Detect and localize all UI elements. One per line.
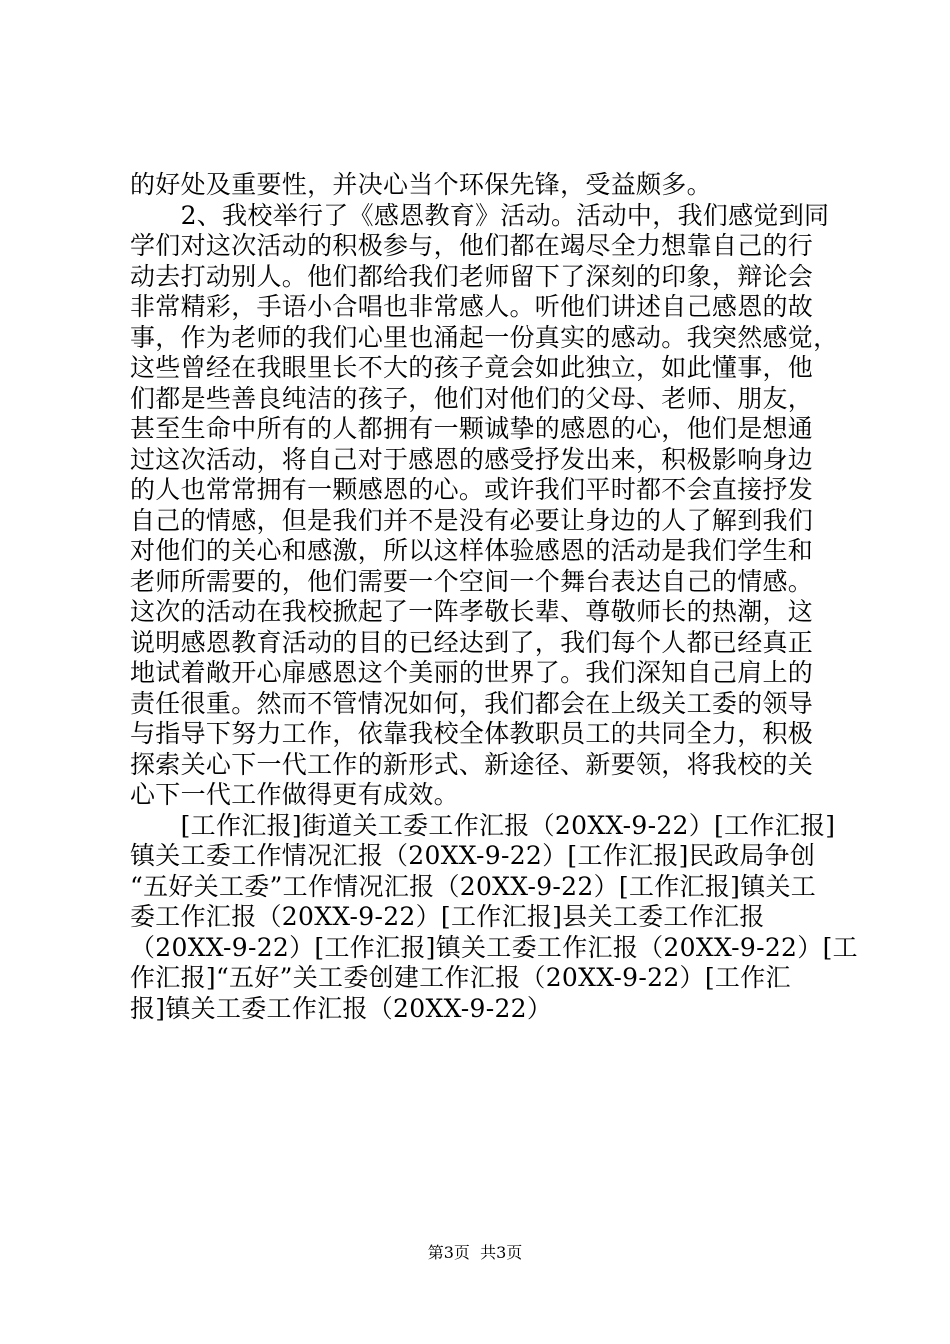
text-line: 对他们的关心和感激，所以这样体验感恩的活动是我们学生和 — [130, 536, 814, 565]
text-line: 们都是些善良纯洁的孩子，他们对他们的父母、老师、朋友， — [130, 383, 814, 413]
text-line: 动去打动别人。他们都给我们老师留下了深刻的印象，辩论会 — [130, 261, 814, 291]
text-line: 这些曾经在我眼里长不大的孩子竟会如此独立，如此懂事，他 — [130, 353, 814, 382]
text-line: 说明感恩教育活动的目的已经达到了，我们每个人都已经真正 — [130, 627, 814, 657]
text-line: 报]镇关工委工作汇报（20XX-9-22） — [130, 993, 553, 1023]
text-line: 事，作为老师的我们心里也涌起一份真实的感动。我突然感觉， — [130, 322, 839, 352]
text-line: 非常精彩，手语小合唱也非常感人。听他们讲述自己感恩的故 — [130, 292, 814, 321]
text-line: （20XX-9-22）[工作汇报]镇关工委工作汇报（20XX-9-22）[工 — [130, 932, 858, 962]
text-line: 过这次活动，将自己对于感恩的感受抒发出来，积极影响身边 — [130, 444, 814, 474]
text-line: 委工作汇报（20XX-9-22）[工作汇报]县关工委工作汇报 — [130, 902, 765, 931]
text-line: 心下一代工作做得更有成效。 — [130, 780, 459, 809]
text-line: “五好关工委”工作情况汇报（20XX-9-22）[工作汇报]镇关工 — [130, 871, 817, 901]
text-line: 2、我校举行了《感恩教育》活动。活动中，我们感觉到同 — [130, 200, 830, 230]
text-line: 探索关心下一代工作的新形式、新途径、新要领，将我校的关 — [130, 749, 814, 779]
text-line: 作汇报]“五好”关工委创建工作汇报（20XX-9-22）[工作汇 — [130, 963, 791, 992]
text-line: 甚至生命中所有的人都拥有一颗诚挚的感恩的心，他们是想通 — [130, 414, 814, 443]
text-line: 的人也常常拥有一颗感恩的心。或许我们平时都不会直接抒发 — [130, 475, 814, 504]
text-line: 与指导下努力工作，依靠我校全体教职员工的共同全力，积极 — [130, 719, 814, 748]
page-number-footer: 第3页 共3页 — [427, 1243, 523, 1262]
text-line: 的好处及重要性，并决心当个环保先锋，受益颇多。 — [130, 170, 712, 199]
text-line: 老师所需要的，他们需要一个空间一个舞台表达自己的情感。 — [130, 566, 814, 596]
text-line: 地试着敞开心扉感恩这个美丽的世界了。我们深知自己肩上的 — [130, 658, 814, 687]
text-line: 学们对这次活动的积极参与，他们都在竭尽全力想靠自己的行 — [130, 231, 814, 260]
text-line: [工作汇报]街道关工委工作汇报（20XX-9-22）[工作汇报] — [130, 810, 836, 840]
text-line: 责任很重。然而不管情况如何，我们都会在上级关工委的领导 — [130, 688, 814, 718]
document-body — [130, 170, 858, 1024]
text-line: 镇关工委工作情况汇报（20XX-9-22）[工作汇报]民政局争创 — [130, 841, 816, 870]
text-line: 自己的情感，但是我们并不是没有必要让身边的人了解到我们 — [130, 505, 814, 535]
text-line: 这次的活动在我校掀起了一阵孝敬长辈、尊敬师长的热潮，这 — [130, 597, 814, 626]
